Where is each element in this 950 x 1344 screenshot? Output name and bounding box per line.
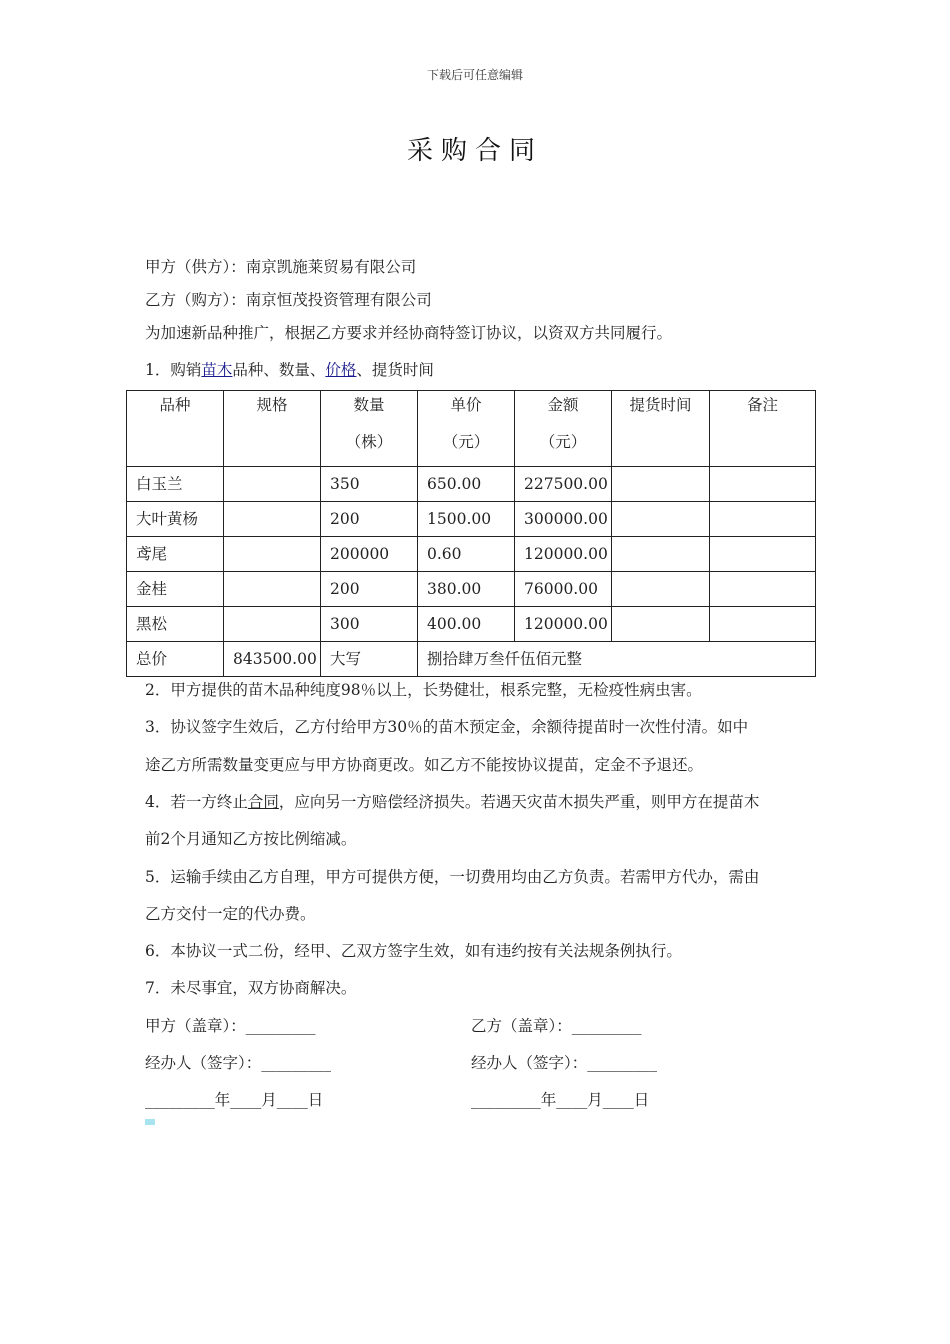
cell-quantity: 200: [321, 572, 418, 607]
total-caps-value: 捌拾肆万叁仟伍佰元整: [418, 642, 816, 677]
cell-quantity: 200: [321, 502, 418, 537]
cell-unit-price: 650.00: [418, 467, 515, 502]
contract-link[interactable]: 合同: [247, 793, 279, 811]
cell-quantity: 350: [321, 467, 418, 502]
clause-5-line-1: 5．运输手续由乙方自理，甲方可提供方便，一切费用均由乙方负责。若需甲方代办，需由: [145, 868, 760, 886]
cell-variety: 黑松: [127, 607, 224, 642]
cell-amount: 227500.00: [515, 467, 612, 502]
header-unit-price: 单价 （元）: [418, 391, 515, 467]
document-title: 采购合同: [406, 136, 543, 166]
party-a: 甲方（供方）：南京凯施莱贸易有限公司: [145, 258, 417, 276]
header-variety: 品种: [127, 391, 224, 467]
cell-variety: 金桂: [127, 572, 224, 607]
clause-4-suffix: ，应向另一方赔偿经济损失。若遇天灾苗木损失严重，则甲方在提苗木: [278, 793, 760, 811]
cell-quantity: 300: [321, 607, 418, 642]
header-pickup-time: 提货时间: [612, 391, 710, 467]
cell-spec: [224, 537, 321, 572]
cell-spec: [224, 607, 321, 642]
table-row: [127, 607, 816, 642]
clause-1-suffix: 、提货时间: [356, 361, 434, 379]
clause-2: 2．甲方提供的苗木品种纯度98％以上，长势健壮，根系完整，无检疫性病虫害。: [145, 681, 702, 699]
total-value: 843500.00: [224, 642, 321, 677]
table-row: [127, 572, 816, 607]
table-row: [127, 537, 816, 572]
clause-4-prefix: 4．若一方终止: [145, 793, 248, 811]
header-spec: 规格: [224, 391, 321, 467]
cell-amount: 120000.00: [515, 607, 612, 642]
table-row: [127, 467, 816, 502]
total-label: 总价: [127, 642, 224, 677]
clause-3-line-1: 3．协议签字生效后，乙方付给甲方30％的苗木预定金，余额待提苗时一次性付清。如中: [145, 718, 749, 736]
header-note: 下载后可任意编辑: [426, 68, 523, 82]
cell-remarks: [710, 537, 816, 572]
seedling-link[interactable]: 苗木: [201, 361, 233, 379]
cell-pickup-time: [612, 537, 710, 572]
cell-variety: 大叶黄杨: [127, 502, 224, 537]
header-amount: 金额 （元）: [515, 391, 612, 467]
cell-spec: [224, 467, 321, 502]
party-b-date: _________年____月____日: [471, 1091, 650, 1109]
cell-unit-price: 380.00: [418, 572, 515, 607]
cell-amount: 76000.00: [515, 572, 612, 607]
cell-pickup-time: [612, 572, 710, 607]
clause-7: 7．未尽事宜，双方协商解决。: [145, 979, 357, 997]
clause-1: [145, 358, 434, 380]
cell-remarks: [710, 572, 816, 607]
party-b: 乙方（购方）：南京恒茂投资管理有限公司: [145, 291, 432, 309]
clause-4-line-2: 前2个月通知乙方按比例缩减。: [145, 830, 357, 848]
cell-unit-price: 1500.00: [418, 502, 515, 537]
clause-1-mid: 品种、数量、: [232, 361, 326, 379]
party-a-date: _________年____月____日: [145, 1091, 324, 1109]
cell-remarks: [710, 467, 816, 502]
cell-spec: [224, 572, 321, 607]
cell-variety: 白玉兰: [127, 467, 224, 502]
cell-pickup-time: [612, 607, 710, 642]
party-b-agent: 经办人（签字）：_________: [471, 1054, 658, 1072]
cell-quantity: 200000: [321, 537, 418, 572]
cell-variety: 鸢尾: [127, 537, 224, 572]
header-remarks: 备注: [710, 391, 816, 467]
cell-amount: 300000.00: [515, 502, 612, 537]
table-total-row: [127, 642, 816, 677]
intro-text: 为加速新品种推广，根据乙方要求并经协商特签订协议，以资双方共同履行。: [145, 324, 673, 342]
party-a-agent: 经办人（签字）：_________: [145, 1054, 332, 1072]
text-cursor-marker: [145, 1119, 155, 1125]
cell-unit-price: 0.60: [418, 537, 515, 572]
clause-4-line-1: [145, 790, 759, 812]
purchase-table: [126, 390, 816, 677]
cell-remarks: [710, 502, 816, 537]
cell-amount: 120000.00: [515, 537, 612, 572]
clause-1-prefix: 1．购销: [145, 361, 202, 379]
cell-pickup-time: [612, 502, 710, 537]
cell-unit-price: 400.00: [418, 607, 515, 642]
cell-spec: [224, 502, 321, 537]
table-row: [127, 502, 816, 537]
table-header-row: [127, 391, 816, 467]
price-link[interactable]: 价格: [325, 361, 357, 379]
clause-6: 6．本协议一式二份，经甲、乙双方签字生效，如有违约按有关法规条例执行。: [145, 942, 682, 960]
header-quantity: 数量 （株）: [321, 391, 418, 467]
total-caps-label: 大写: [321, 642, 418, 677]
party-a-seal: 甲方（盖章）：_________: [145, 1017, 316, 1035]
cell-remarks: [710, 607, 816, 642]
clause-5-line-2: 乙方交付一定的代办费。: [145, 905, 316, 923]
party-b-seal: 乙方（盖章）：_________: [471, 1017, 642, 1035]
cell-pickup-time: [612, 467, 710, 502]
clause-3-line-2: 途乙方所需数量变更应与甲方协商更改。如乙方不能按协议提苗，定金不予退还。: [145, 756, 704, 774]
